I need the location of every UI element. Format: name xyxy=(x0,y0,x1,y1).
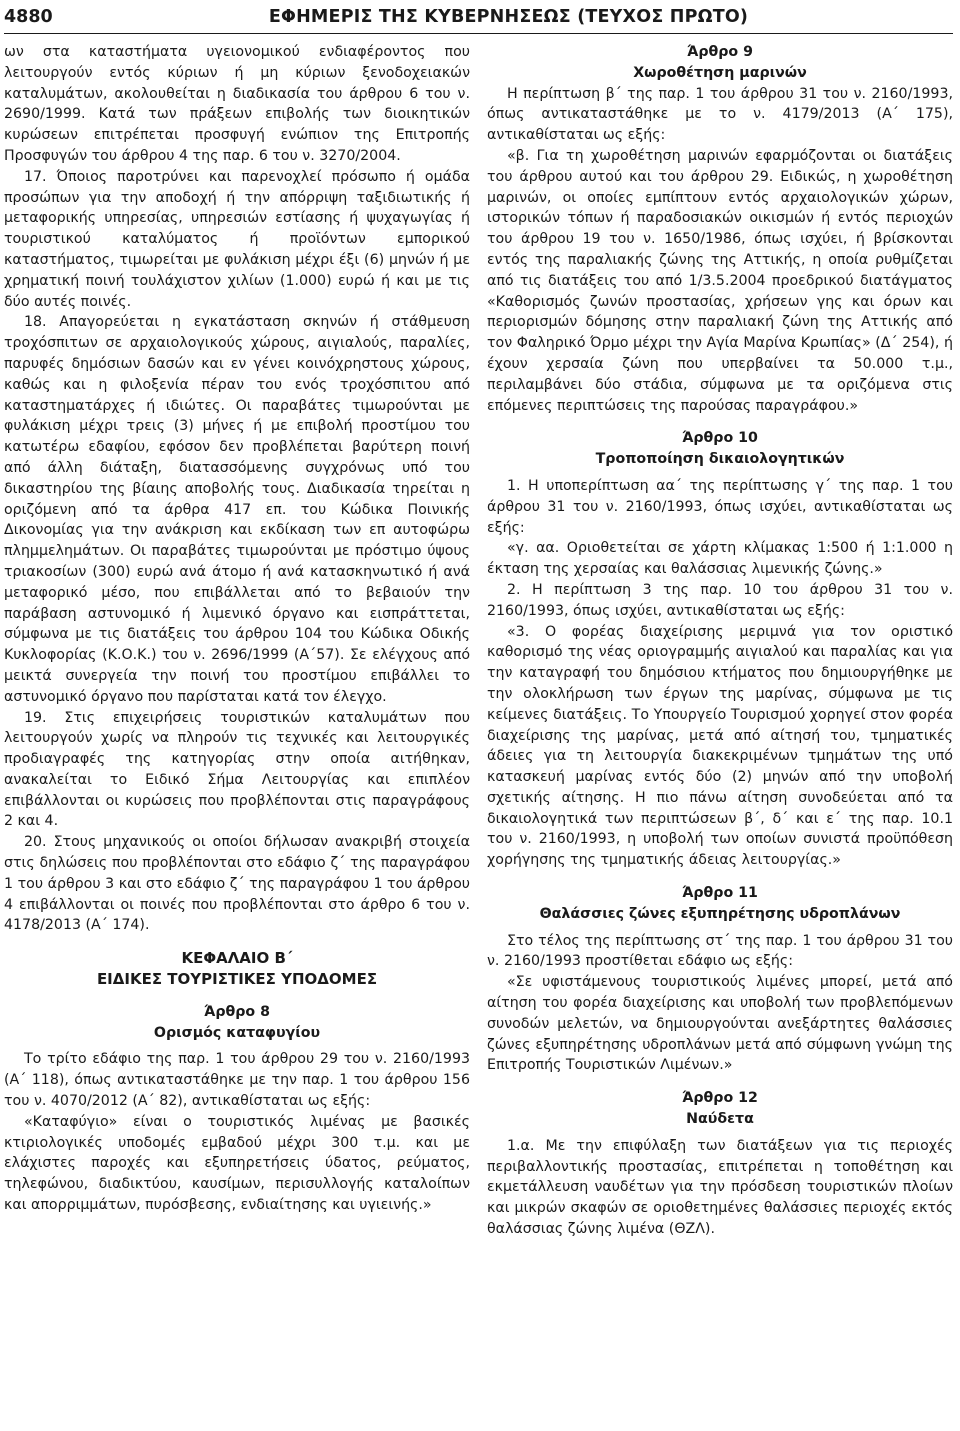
page-number: 4880 xyxy=(4,6,53,27)
article-10-paragraph: «3. Ο φορέας διαχείρισης μεριμνά για τον οριστικό καθορισμό της νέας οριογραμμής αιγιαλού και παραλίας και για την καταγραφή του δημόσιου κτήματος που δημιουργήθηκε με την ολοκλήρωση των έργων της μαρίνας, σύμφωνα με τις κείμενες διατάξεις. Το Υπουργείο Τουρισμού χορηγεί στον φορέα διαχείρισης της μαρίνας, μετά από αίτησή του, τμηματικές άδειες για τη λειτουργία διακεκριμένων τμημάτων της υπό κατασκευή μαρίνας εντός δύο (2) μηνών από την υποβολή σχετικής αίτησης. Η πιο πάνω αίτηση συνοδεύεται από τα δικαιολογητικά των περιπτώσεων β΄, δ΄ και ε΄ της παρ. 10.1 του ν. 2160/1993, η υποβολή των οποίων συνιστά προϋπόθεση χορήγησης της τμηματικής άδειας λειτουργίας.» xyxy=(487,623,953,869)
article-9-title: Χωροθέτηση μαρινών xyxy=(633,64,807,81)
paragraph-20: 20. Στους μηχανικούς οι οποίοι δήλωσαν ανακριβή στοιχεία στις δηλώσεις που προβλέπονται στο εδάφιο ζ΄ της παραγράφου 1 του άρθρου 3 και στο εδάφιο ζ΄ της παραγράφου 1 του άρθρου 4 επιβάλλονται οι ποινές που προβλέπονται στο άρθρο 6 του ν. 4178/2013 (Α΄ 174). xyxy=(4,834,470,934)
article-11-paragraph: «Σε υφιστάμενους τουριστικούς λιμένες μπορεί, μετά από αίτηση του φορέα διαχείρισης και υποβολή των προβλεπόμενων συνοδών μελετών, να δημιουργούνται ανεξάρτητες θαλάσσιες ζώνες εξυπηρέτησης υδροπλάνων μετά από σύμφωνη γνώμη της Επιτροπής Τουριστικών Λιμένων.» xyxy=(487,974,953,1074)
article-11-paragraph: Στο τέλος της περίπτωσης στ΄ της παρ. 1 του άρθρου 31 του ν. 2160/1993 προστίθεται εδάφιο ως εξής: xyxy=(487,932,953,970)
chapter-label: ΚΕΦΑΛΑΙΟ Β΄ xyxy=(181,949,293,968)
article-10-title: Τροποποίηση δικαιολογητικών xyxy=(595,451,845,468)
article-9-paragraph: «β. Για τη χωροθέτηση μαρινών εφαρμόζονται οι διατάξεις του άρθρου αυτού και του άρθρου 29. Ειδικώς, η χωροθέτηση μαρινών, οι οποίες εμπίπτουν εντός αρχαιολογικών χώρων, ιστορικών τόπων ή παραδοσιακών οικισμών ή εντός περιοχών του άρθρου 19 του ν. 1650/1986, όπως ισχύει, ή βρίσκονται εντός της παραλιακής ζώνης της Αττικής, η οποία ρυθμίζεται από τις διατάξεις του από 1/3.5.2004 προεδρικού διατάγματος «Καθορισμός ζωνών προστασίας, χρήσεων γης και όρων και περιορισμών δόμησης στην παραλιακή ζώνη της Αττικής από τον Φαληρικό Όρμο μέχρι την Αγία Μαρίνα Κρωπίας» (Δ΄ 254), ή έχουν χερσαία ζώνη που υπερβαίνει τα 50.000 τ.μ., περιλαμβάνει δύο στάδια, σύμφωνα με τα οριζόμενα στις επόμενες περιπτώσεις της παρούσας παραγράφου.» xyxy=(487,147,953,414)
paragraph-18: 18. Απαγορεύεται η εγκατάσταση σκηνών ή στάθμευση τροχόσπιτων σε αρχαιολογικούς χώρους, αιγιαλούς, παραλίες, παρυφές δημόσιων δασών και εν γένει κοινόχρηστους χώρους, καθώς και η φιλοξενία πέραν του ενός τροχόσπιτου από καταστηματάρχες ή ιδιώτες. Οι παραβάτες τιμωρούνται με φυλάκιση μέχρι τρεις (3) μήνες ή με επιβολή προστίμου του κατωτέρω εδαφίου, εφόσον δεν προβλέπεται βαρύτερη ποινή από άλλη διάταξη, διατασσόμενης συγχρόνως υπό του δικαστηρίου της βίαιης αποβολής τους. Διαδικασία τηρείται η οριζόμενη από τα άρθρα 417 επ. του Κώδικα Ποινικής Δικονομίας για την ανάκριση και εκδίκαση των επ αυτοφώρω πλημμελημάτων. Οι παραβάτες τιμωρούνται με πρόστιμο ύψους τριακοσίων (300) ευρώ ανά άτομο ή ανά κατασκηνωτικό ή ανά μεταφορικό μέσο, που επιβάλλεται από το βεβαιούν την παράβαση αστυνομικό ή λιμενικό όργανο και εισπράττεται, σύμφωνα με τις διατάξεις του άρθρου 104 του Κώδικα Οδικής Κυκλοφορίας (Κ.Ο.Κ.) του ν. 2696/1999 (Α΄57). Σε ελέγχους από μεικτά συνεργεία την ποινή του προστίμου επιβάλλει το αστυνομικό όργανο που παρίσταται κατά τον έλεγχο. xyxy=(4,314,470,705)
right-column xyxy=(487,42,953,1240)
gazette-title: ΕΦΗΜΕΡΙΣ ΤΗΣ ΚΥΒΕΡΝΗΣΕΩΣ (ΤΕΥΧΟΣ ΠΡΩΤΟ) xyxy=(268,6,749,27)
article-10-label: Άρθρο 10 xyxy=(682,430,758,447)
page-header xyxy=(4,0,953,34)
article-8-paragraph: Το τρίτο εδάφιο της παρ. 1 του άρθρου 29 του ν. 2160/1993 (Α΄ 118), όπως αντικαταστάθηκε με την παρ. 1 του άρθρου 156 του ν. 4070/2012 (Α΄ 82), αντικαθίσταται ως εξής: xyxy=(4,1051,470,1110)
left-column xyxy=(4,42,470,1240)
paragraph-17: 17. Όποιος παροτρύνει και παρενοχλεί πρόσωπο ή ομάδα προσώπων για την αποδοχή ή την απόρριψη ταξιδιωτικής ή μεταφορικής υπηρεσίας, υπηρεσιών εστίασης ή ψυχαγωγίας ή τουριστικού καταλύματος ή προϊόντων εμπορικού καταστήματος, τιμωρείται με φυλάκιση μέχρι έξι (6) μηνών ή με χρηματική ποινή τουλάχιστον χιλίων (1.000) ευρώ ή και με τις δύο αυτές ποινές. xyxy=(4,168,470,310)
paragraph: ων στα καταστήματα υγειονομικού ενδιαφέροντος που λειτουργούν εντός κύριων ή μη κύριων ξενοδοχειακών καταλυμάτων, ακολουθείται η διαδικασία του άρθρου 6 του ν. 2690/1999. Κατά των πράξεων επιβολής των διοικητικών κυρώσεων επιτρέπεται προσφυγή ενώπιον της Επιτροπής Προσφυγών του άρθρου 4 της παρ. 6 του ν. 3270/2004. xyxy=(4,44,470,164)
article-9-label: Άρθρο 9 xyxy=(687,44,753,60)
article-12-title: Ναύδετα xyxy=(686,1111,754,1128)
article-11-title: Θαλάσσιες ζώνες εξυπηρέτησης υδροπλάνων xyxy=(539,905,901,922)
article-11-label: Άρθρο 11 xyxy=(682,885,758,902)
article-10-paragraph: «γ. αα. Οριοθετείται σε χάρτη κλίμακας 1:500 ή 1:1.000 η έκταση της χερσαίας και θαλάσσιας λιμενικής ζώνης.» xyxy=(487,540,953,578)
article-10-paragraph: 2. Η περίπτωση 3 της παρ. 10 του άρθρου 31 του ν. 2160/1993, όπως ισχύει, αντικαθίσταται ως εξής: xyxy=(487,581,953,619)
chapter-title: ΕΙΔΙΚΕΣ ΤΟΥΡΙΣΤΙΚΕΣ ΥΠΟΔΟΜΕΣ xyxy=(96,970,378,989)
article-12-paragraph: 1.α. Με την επιφύλαξη των διατάξεων για τις περιοχές περιβαλλοντικής προστασίας, επιτρέπεται η τοποθέτηση και εκμετάλλευση ναυδέτων για την πρόσδεση τουριστικών πλοίων και μικρών σκαφών σε οριοθετημένες θαλάσσιες περιοχές εκτός θαλάσσιας ζώνης λιμένα (ΘΖΛ). xyxy=(487,1137,953,1238)
article-10-paragraph: 1. Η υποπερίπτωση αα΄ της περίπτωσης γ΄ της παρ. 1 του άρθρου 31 του ν. 2160/1993, όπως ισχύει, αντικαθίσταται ως εξής: xyxy=(487,477,953,536)
article-8-title: Ορισμός καταφυγίου xyxy=(153,1024,321,1041)
article-8-label: Άρθρο 8 xyxy=(204,1003,270,1020)
article-8-paragraph: «Καταφύγιο» είναι ο τουριστικός λιμένας με βασικές κτιριολογικές υποδομές εμβαδού μέχρι 300 τ.μ. και με ελάχιστες παροχές και εξυπηρετήσεις ύδατος, ρεύματος, τηλεφώνου, διαδικτύου, καυσίμων, περισυλλογής καταλοίπων και απορριμμάτων, πυρόσβεσης, ενδιαίτησης και υγιεινής.» xyxy=(4,1113,470,1214)
article-9-paragraph: Η περίπτωση β΄ της παρ. 1 του άρθρου 31 του ν. 2160/1993, όπως αντικαταστάθηκε με το ν. 4179/2013 (Α΄ 175), αντικαθίσταται ως εξής: xyxy=(487,85,953,144)
paragraph-19: 19. Στις επιχειρήσεις τουριστικών καταλυμάτων που λειτουργούν χωρίς να πληρούν τις τεχνικές και λειτουργικές προδιαγραφές της κατηγορίας στην οποία αιτήθηκαν, ανακαλείται το Ειδικό Σήμα Λειτουργίας και επιπλέον επιβάλλονται οι κυρώσεις που προβλέπονται στις παραγράφους 2 και 4. xyxy=(4,709,470,830)
article-12-label: Άρθρο 12 xyxy=(682,1090,758,1107)
text-columns xyxy=(4,42,953,1240)
